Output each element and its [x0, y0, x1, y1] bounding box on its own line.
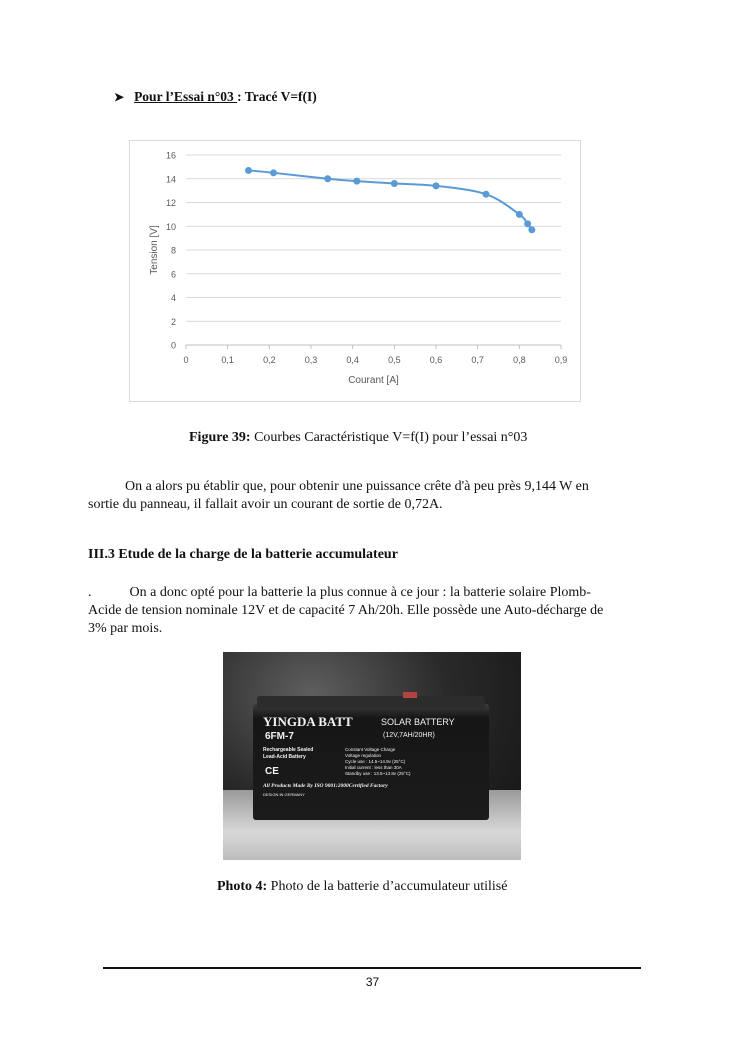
ce-mark-icon: CE [265, 766, 279, 777]
photo-caption-text: Photo de la batterie d’accumulateur utilisé [267, 879, 508, 894]
arrow-bullet-icon: ➤ [114, 90, 125, 104]
y-tick-label: 16 [165, 150, 176, 161]
x-tick-label: 0 [183, 355, 189, 365]
data-point [270, 169, 277, 176]
paragraph-power-line1: On a alors pu établir que, pour obtenir une puissance crête d'à peu près 9,144 W en [125, 479, 589, 494]
battery-model: 6FM-7 [265, 731, 294, 742]
battery-standby: Standby use : 13.5~13.8v (25°C) [345, 771, 411, 776]
battery-top [257, 696, 485, 708]
x-tick-label: 0,4 [346, 355, 359, 365]
footer-rule [103, 967, 641, 969]
battery-origin: DESIGN IN GERMANY [263, 792, 305, 797]
y-tick-label: 12 [165, 198, 176, 208]
paragraph-power [88, 478, 648, 514]
paragraph-battery-line1: On a donc opté pour la batterie la plus connue à ce jour : la batterie solaire Plomb- [129, 585, 591, 600]
battery-terminal-icon [403, 692, 417, 698]
paragraph-battery [88, 584, 648, 638]
x-tick-label: 0,3 [304, 355, 318, 365]
x-tick-label: 0,2 [263, 355, 276, 365]
y-tick-label: 0 [170, 340, 176, 351]
battery-cycle: Cycle use : 14.5~14.9v (25°C) [345, 759, 406, 764]
page-number: 37 [365, 975, 380, 989]
data-point [433, 182, 440, 189]
data-point [524, 220, 531, 227]
essai-title-underlined: Pour l’Essai n°03 [134, 89, 238, 104]
data-point [353, 178, 360, 185]
section-bullet [114, 89, 317, 105]
paragraph-battery-dot: . [88, 585, 92, 600]
battery-spec: (12V,7AH/20HR) [383, 732, 435, 739]
x-tick-label: 0,9 [554, 355, 568, 365]
figure-caption-text: Courbes Caractéristique V=f(I) pour l’essai n°03 [250, 430, 528, 445]
figure-caption [189, 430, 527, 446]
data-point [391, 180, 398, 187]
x-tick-label: 0,7 [471, 355, 484, 365]
y-tick-label: 2 [170, 316, 176, 327]
battery-initial: Initial current : less than 30A [345, 765, 402, 770]
paragraph-battery-line3: 3% par mois. [88, 621, 163, 636]
y-tick-label: 10 [165, 221, 176, 232]
battery-title: SOLAR BATTERY [381, 717, 455, 727]
battery-charge2: Voltage regulation [345, 753, 382, 758]
paragraph-power-line2: sortie du panneau, il fallait avoir un courant de sortie de 0,72A. [88, 497, 443, 512]
data-point [483, 191, 490, 198]
y-tick-label: 6 [170, 269, 176, 280]
data-point [528, 226, 535, 233]
x-tick-label: 0,8 [513, 355, 526, 365]
data-point [516, 211, 523, 218]
paragraph-battery-line2: Acide de tension nominale 12V et de capacité 7 Ah/20h. Elle possède une Auto-décharge de [88, 603, 604, 618]
photo-caption-label: Photo 4: [217, 879, 268, 894]
battery-charge1: Constant Voltage Charge [345, 747, 396, 752]
series-line [249, 170, 532, 229]
battery-photo [223, 652, 521, 860]
battery-body [253, 704, 489, 820]
x-axis-label: Courant [A] [348, 375, 399, 386]
essai-title-rest: : Tracé V=f(I) [237, 89, 317, 104]
section-heading: III.3 Etude de la charge de la batterie accumulateur [88, 547, 398, 562]
x-tick-label: 0,1 [221, 355, 234, 365]
voltage-current-chart [130, 141, 580, 401]
x-tick-label: 0,5 [388, 355, 401, 365]
y-tick-label: 14 [165, 174, 176, 185]
x-tick-label: 0,6 [429, 355, 443, 365]
battery-cert: All Products Made By ISO 9001:2000Certified Factory [263, 783, 388, 789]
data-point [245, 167, 252, 174]
battery-brand: YINGDA BATT [263, 714, 353, 729]
photo-caption [217, 879, 507, 895]
y-tick-label: 4 [170, 293, 176, 303]
chart-container [129, 140, 581, 402]
battery-type1: Rechargeable Sealed [263, 747, 314, 753]
y-tick-label: 8 [170, 245, 176, 256]
data-point [324, 175, 331, 182]
figure-caption-label: Figure 39: [189, 430, 251, 445]
battery-type2: Lead-Acid Battery [263, 754, 306, 760]
y-axis-label: Tension [V] [149, 225, 160, 275]
